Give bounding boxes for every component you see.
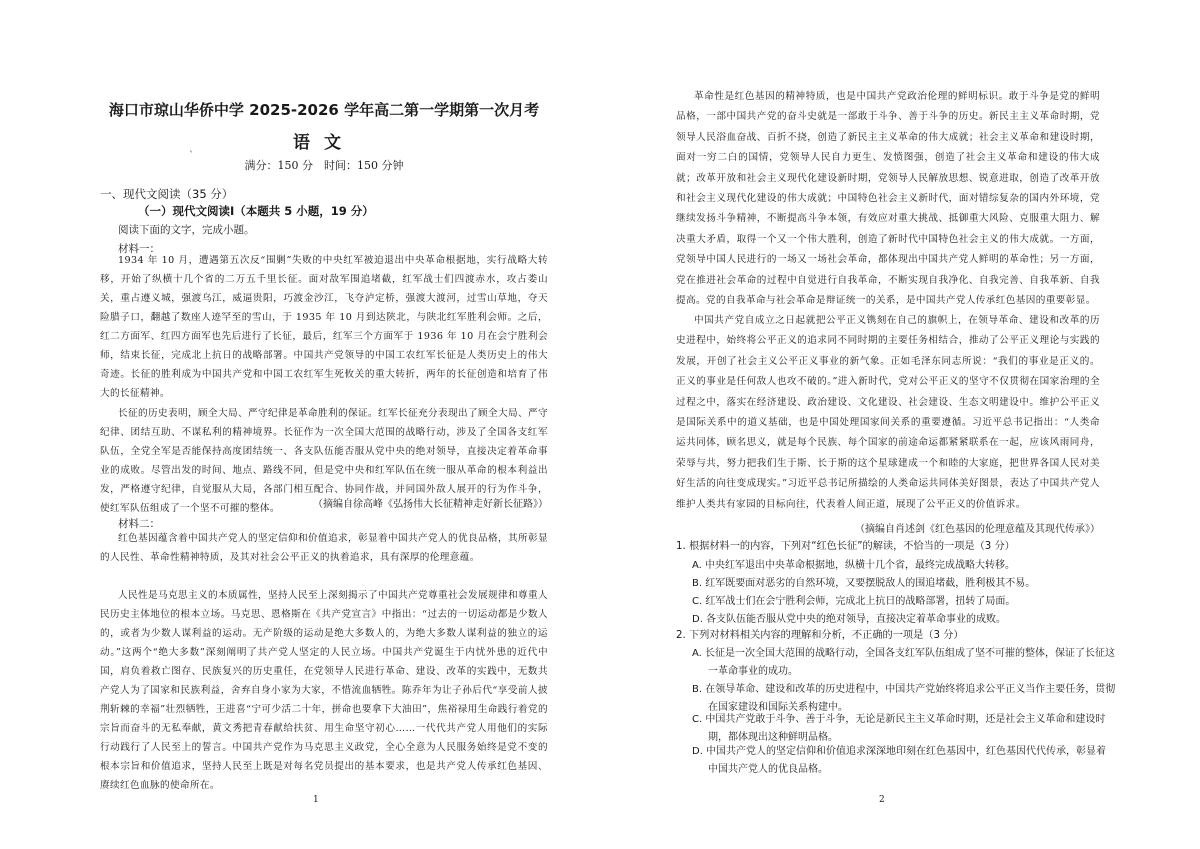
- question-1-option-b: B. 红军既要面对恶劣的自然环境，又要摆脱敌人的围追堵截，胜利极其不易。: [692, 578, 1036, 589]
- question-2-option-b: B. 在领导革命、建设和改革的历史进程中，中国共产党始终将追求公平正义当作主要任务，贯彻在国家建设和国际关系构建中。: [692, 684, 1116, 713]
- exam-meta: 满分：150 分 时间：150 分钟: [244, 159, 404, 172]
- question-1-option-c: C. 红军战士们在会宁胜利会师，完成北上抗日的战略部署，扭转了局面。: [692, 596, 1016, 607]
- exam-title: 海口市琼山华侨中学 2025-2026 学年高二第一学期第一次月考: [108, 101, 540, 119]
- question-2-stem: 2. 下列对材料相关内容的理解和分析，不正确的一项是（3 分）: [676, 630, 964, 641]
- reading-instruction: 阅读下面的文字，完成小题。: [118, 224, 255, 236]
- subsection-heading: （一）现代文阅读Ⅰ（本题共 5 小题，19 分）: [138, 204, 374, 218]
- material2-paragraph-1: 红色基因蕴含着中国共产党人的坚定信仰和价值追求，彰显着中国共产党人的优良品格，其所彰显的人民性、革命性精神特质，及其对社会公平正义的执着追求，具有深厚的伦理意蕴。: [100, 533, 548, 564]
- section-heading: 一、现代文阅读（35 分）: [100, 187, 234, 201]
- subject-title: 语文: [293, 133, 355, 153]
- question-2-option-a: A. 长征是一次全国大范围的战略行动，全国各支红军队伍组成了坚不可摧的整体，保证了长征这一革命事业的成功。: [692, 648, 1116, 677]
- material2-paragraph-4: 中国共产党自成立之日起就把公平正义镌刻在自己的旗帜上，在领导革命、建设和改革的历史进程中，始终将公平正义的追求同不同时期的主要任务相结合，推动了公平正义理论与实践的发展，开创了社会主义公平正义事业的新气象。正如毛泽东同志所说：“我们的事业是正义的。正义的事业是任何敌人也攻不破的。”进入新时代，党对公平正义的坚守不仅贯彻在国家治理的全过程之中，落实在经济建设、政治建设、文化建设、社会建设、生态文明建设中。维护公平正义是国际关系中的道义基础，也是中国处理国家间关系的重要遵循。习近平总书记指出：“人类命运共同体，顾名思义，就是每个民族、每个国家的前途命运都紧紧联系在一起，应该风雨同舟，荣辱与共，努力把我们生于斯、长于斯的这个星球建成一个和睦的大家庭，把世界各国人民对美好生活的向往变成现实。”习近平总书记所描绘的人类命运共同体美好图景，表达了中国共产党人维护人类共有家园的目标向往，代表着人间正道，展现了公平正义的价值诉求。: [676, 315, 1100, 510]
- question-1-option-d: D. 各支队伍能否服从党中央的绝对领导，直接决定着革命事业的成败。: [692, 614, 1007, 625]
- page-number: 1: [313, 795, 319, 805]
- material1-source: （摘编自徐高峰《弘扬伟大长征精神走好新长征路》）: [313, 499, 548, 510]
- material1-label: 材料一：: [118, 243, 160, 255]
- material2-source: （摘编自肖述剑《红色基因的伦理意蕴及其现代传承》）: [855, 524, 1100, 535]
- question-2-option-c: C. 中国共产党敢于斗争、善于斗争，无论是新民主主义革命时期，还是社会主义革命和建设时期，都体现出这种鲜明品格。: [692, 714, 1106, 743]
- page-number: 2: [879, 795, 885, 805]
- question-1-stem: 1. 根据材料一的内容，下列对“红色长征”的解读，不恰当的一项是（3 分）: [676, 541, 1015, 552]
- material1-paragraph-2: 长征的历史表明，顾全大局、严守纪律是革命胜利的保证。红军长征充分表现出了顾全大局、严守纪律、团结互助、不谋私利的精神境界。长征作为一次全国大范围的战略行动，涉及了全国各支红军队伍，全党全军是否能保持高度团结统一、各支队伍能否服从党中央的绝对领导，直接决定着革命事业的成败。尽管出发的时间、地点、路线不同，但是党中央和红军队伍在统一服从革命的根本利益出发，严格遵守纪律，自觉服从大局，各部门相互配合、协同作战，并同国外敌人展开的行为作斗争，使红军队伍组成了一个坚不可摧的整体。: [100, 408, 548, 515]
- page-right: [676, 0, 1116, 849]
- question-1-option-a: A. 中央红军退出中央革命根据地，纵横十几个省，最终完成战略大转移。: [692, 560, 1016, 571]
- page-left: [100, 0, 548, 849]
- material2-paragraph-3: 革命性是红色基因的精神特质，也是中国共产党政治伦理的鲜明标识。敢于斗争是党的鲜明品格，一部中国共产党的奋斗史就是一部敢于斗争、善于斗争的历史。新民主主义革命时期，党领导人民浴血奋战、百折不挠，创造了新民主主义革命的伟大成就；社会主义革命和建设时期，面对一穷二白的国情，党领导人民自力更生、发愤图强，创造了社会主义革命和建设的伟大成就；改革开放和社会主义现代化建设新时期，党领导人民解放思想、锐意进取，创造了改革开放和社会主义现代化建设的伟大成就；中国特色社会主义新时代，面对错综复杂的国内外环境，党继续发扬斗争精神，不断提高斗争本领，有效应对重大挑战、抵御重大风险、克服重大阻力、解决重大矛盾，取得一个又一个伟大胜利，创造了新时代中国特色社会主义的伟大成就。一方面，党领导中国人民进行的一场又一场社会革命，都体现出中国共产党人鲜明的革命性；另一方面，党在推进社会革命的过程中自觉进行自我革命，不断实现自我净化、自我完善、自我革新、自我提高。党的自我革命与社会革命是辩证统一的关系，是中国共产党人传承红色基因的重要彰显。: [676, 91, 1100, 307]
- material2-label: 材料二：: [118, 518, 160, 530]
- material1-paragraph-1: 1934 年 10 月，遭遇第五次反“围剿”失败的中央红军被迫退出中央革命根据地，实行战略大转移，开始了纵横十几个省的二万五千里长征。面对敌军围追堵截，红军战士们四渡赤水，攻占娄山关，重占遵义城，强渡乌江，威逼贵阳，巧渡金沙江，飞夺泸定桥，强渡大渡河，过雪山草地，夺天险腊子口，翻越了数座人迹罕至的雪山，于 1935 年 10 月到达陕北，与陕北红军胜利会师。之后，红二方面军、红四方面军也先后进行了长征，最后，红军三个方面军于 1936 年 10 月在会宁胜利会师，结束长征，完成北上抗日的战略部署。中国共产党领导的中国工农红军长征是人类历史上的伟大奇迹。长征的胜利成为中国共产党和中国工农红军生死攸关的重大转折，两年的长征创造和培育了伟大的长征精神。: [100, 255, 548, 400]
- question-2-option-d: D. 中国共产党人的坚定信仰和价值追求深深地印刻在红色基因中，红色基因代代传承，彰显着中国共产党人的优良品格。: [692, 746, 1107, 775]
- material2-paragraph-2: 人民性是马克思主义的本质属性，坚持人民至上深刻揭示了中国共产党尊重社会发展规律和尊重人民历史主体地位的根本立场。马克思、恩格斯在《共产党宣言》中指出：“过去的一切运动都是少数人的，或者为少数人谋利益的运动。无产阶级的运动是绝大多数人的，为绝大多数人谋利益的独立的运动。”这两个“绝大多数”深刻阐明了共产党人坚定的人民立场。中国共产党诞生于内忧外患的近代中国，肩负着救亡图存、民族复兴的历史重任，在党领导人民进行革命、建设、改革的实践中，无数共产党人为了国家和民族利益，舍弃自身小家为大家，不惜流血牺牲。陈乔年为让子孙后代“享受前人披荆斩棘的幸福”壮烈牺牲，王进喜“宁可少活二十年，拼命也要拿下大油田”，焦裕禄用生命践行着党的宗旨而奋斗的无私奉献，黄文秀把青春献给扶贫、用生命坚守初心……一代代共产党人用他们的实际行动践行了人民至上的誓言。中国共产党作为马克思主义政党，全心全意为人民服务始终是党不变的根本宗旨和价值追求，坚持人民至上既是对每名党员提出的基本要求，也是共产党人传承红色基因、赓续红色血脉的使命所在。: [100, 590, 548, 792]
- stray-mark: `: [189, 151, 194, 162]
